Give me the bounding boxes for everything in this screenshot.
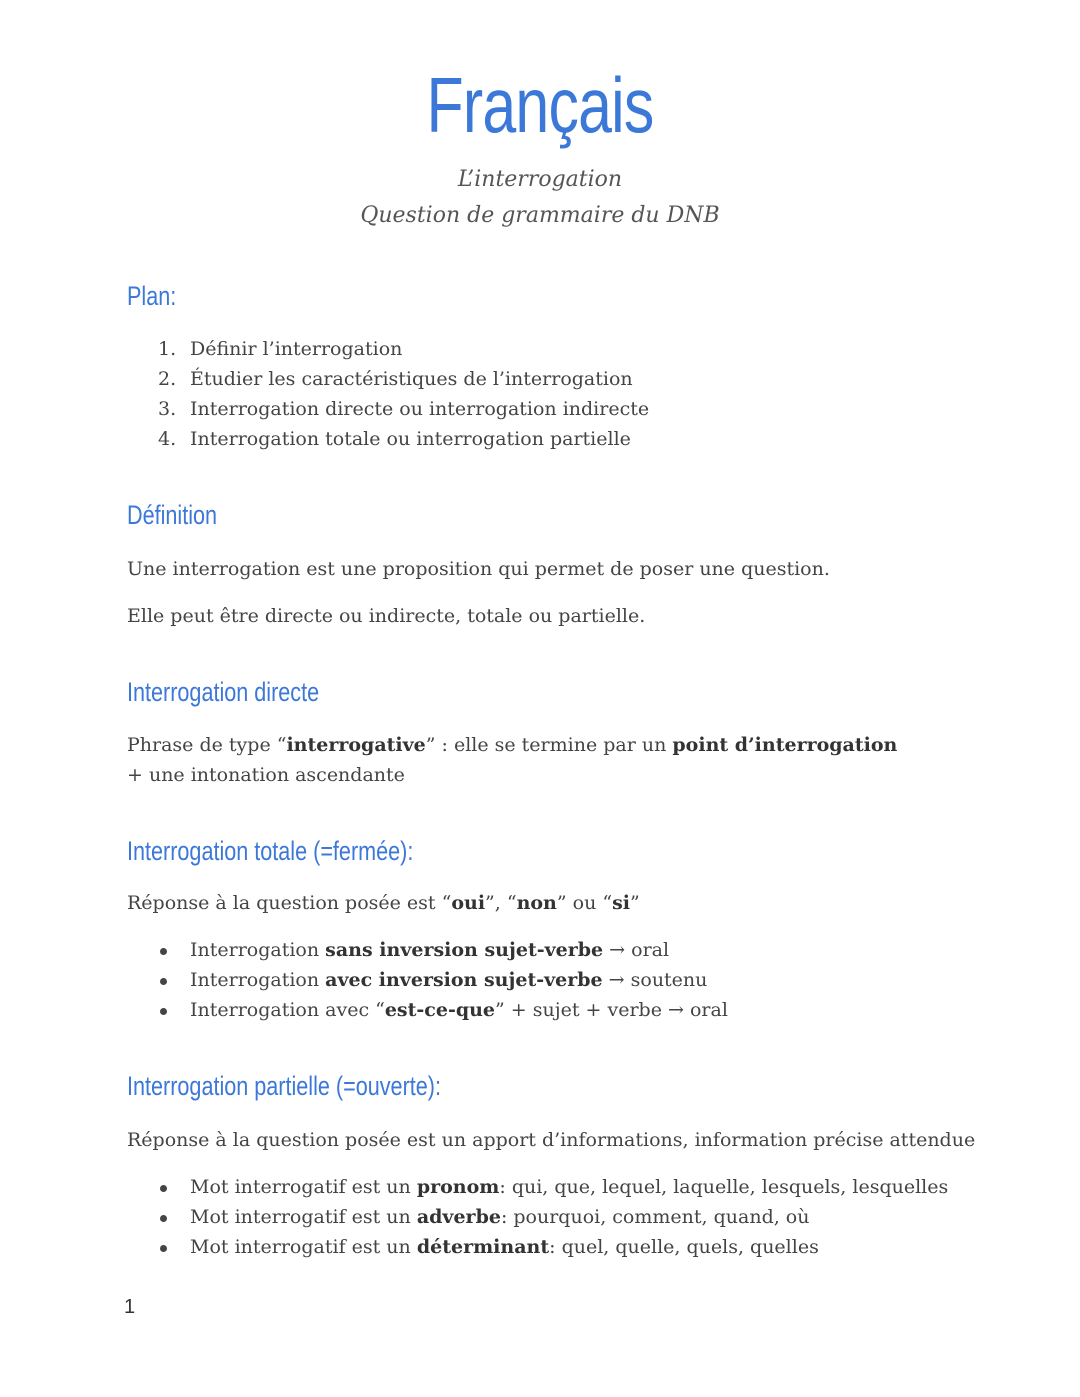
- plan-item: Interrogation totale ou interrogation partielle: [190, 428, 631, 450]
- plan-item: Interrogation directe ou interrogation indirecte: [190, 398, 650, 420]
- list-item: Mot interrogatif est un déterminant: quel, quelle, quels, quelles: [190, 1236, 819, 1258]
- bullet-icon: [160, 1215, 167, 1222]
- plan-item-number: 4.: [158, 428, 177, 450]
- list-item: Interrogation sans inversion sujet-verbe → oral: [190, 939, 670, 961]
- list-item: Mot interrogatif est un pronom: qui, que, lequel, laquelle, lesquels, lesquelles: [190, 1176, 949, 1198]
- plan-item-number: 3.: [158, 398, 177, 420]
- plan-item: Définir l’interrogation: [190, 338, 403, 360]
- bullet-icon: [160, 1245, 167, 1252]
- list-item: Interrogation avec “est-ce-que” + sujet + verbe → oral: [190, 999, 728, 1021]
- bullet-icon: [160, 978, 167, 985]
- document-subtitle-2: Question de grammaire du DNB: [360, 203, 720, 228]
- bullet-icon: [160, 1008, 167, 1015]
- totale-heading: Interrogation totale (=fermée):: [127, 836, 414, 866]
- directe-heading: Interrogation directe: [127, 677, 320, 707]
- document-title: Français: [426, 61, 654, 149]
- list-item: Interrogation avec inversion sujet-verbe → soutenu: [190, 969, 708, 991]
- bullet-icon: [160, 1185, 167, 1192]
- totale-intro: Réponse à la question posée est “oui”, “non” ou “si”: [127, 892, 640, 914]
- definition-paragraph-2: Elle peut être directe ou indirecte, totale ou partielle.: [127, 605, 646, 627]
- page-number: 1: [124, 1296, 136, 1318]
- plan-item-number: 1.: [158, 338, 177, 360]
- list-item: Mot interrogatif est un adverbe: pourquoi, comment, quand, où: [190, 1206, 810, 1228]
- partielle-heading: Interrogation partielle (=ouverte):: [127, 1071, 441, 1101]
- partielle-intro: Réponse à la question posée est un apport d’informations, information précise attendue: [127, 1129, 976, 1151]
- plan-item-number: 2.: [158, 368, 177, 390]
- definition-heading: Définition: [127, 500, 218, 530]
- directe-paragraph: Phrase de type “interrogative” : elle se termine par un point d’interrogation + une intonation ascendante: [127, 734, 898, 786]
- plan-heading: Plan:: [127, 281, 177, 311]
- bullet-icon: [160, 948, 167, 955]
- document-subtitle: L’interrogation: [457, 167, 623, 192]
- plan-item: Étudier les caractéristiques de l’interrogation: [190, 368, 633, 390]
- definition-paragraph: Une interrogation est une proposition qui permet de poser une question.: [127, 558, 830, 580]
